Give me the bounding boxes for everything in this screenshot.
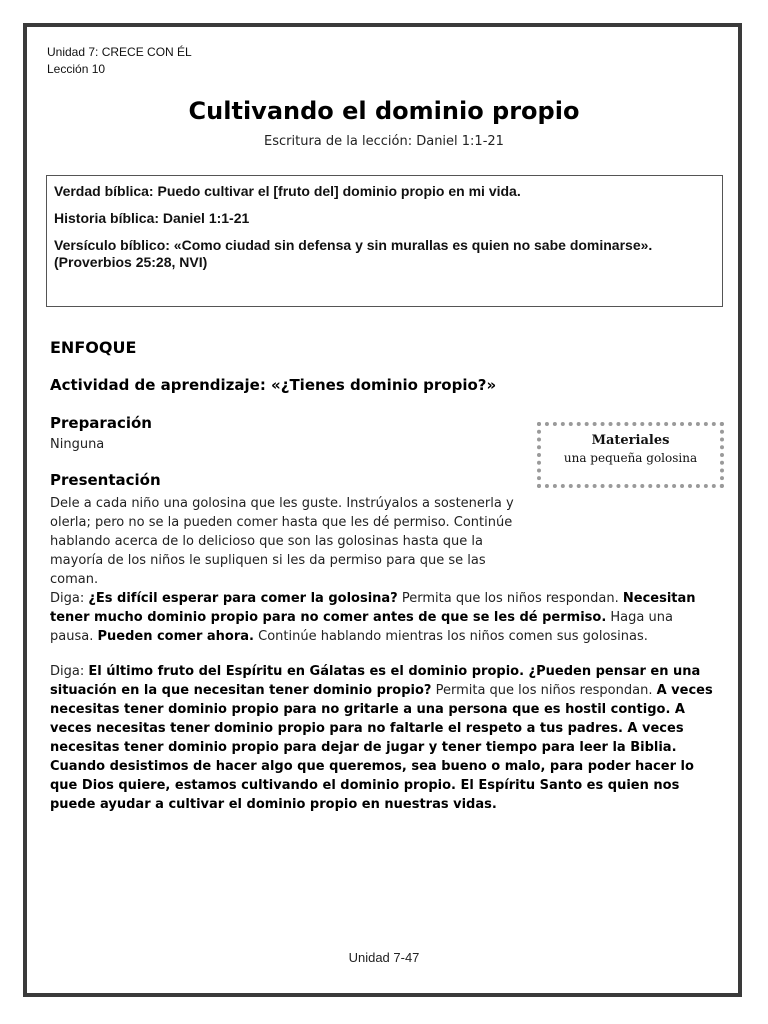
materials-item: una pequeña golosina: [563, 451, 698, 465]
instruction-text: Permita que los niños respondan.: [397, 591, 623, 606]
page-footer: Unidad 7-47: [348, 950, 420, 965]
bible-verse: Versículo bíblico: «Como ciudad sin defensa y sin murallas es quien no sabe dominarse». (Proverbios 25:28, NVI): [54, 237, 653, 270]
section-heading-focus: ENFOQUE: [50, 338, 137, 357]
instruction-text: Continúe hablando mientras los niños comen sus golosinas.: [254, 629, 648, 644]
say-statement: Necesitan tener mucho dominio propio para no comer antes de que se les dé permiso.: [50, 591, 696, 625]
presentation-paragraph: Dele a cada niño una golosina que les guste. Instrúyalos a sostenerla y olerla; pero no se la pueden comer hasta que les dé permiso. Continúe hablando acerca de lo delicioso que son las golosinas hasta que la mayoría de los niños le supliquen si les da permiso para que se las coman.: [50, 496, 514, 587]
bible-truth: Verdad bíblica: Puedo cultivar el [fruto del] dominio propio en mi vida.: [54, 183, 521, 199]
presentation-heading: Presentación: [50, 471, 161, 489]
materials-title: Materiales: [591, 433, 670, 448]
bible-truth-box: [46, 175, 723, 307]
say-statement: El último fruto del Espíritu en Gálatas es el dominio propio. ¿Pueden pensar en una situación en la que necesitan tener dominio propio?: [50, 664, 701, 698]
say-question: ¿Es difícil esperar para comer la golosina?: [88, 591, 398, 606]
activity-heading: Actividad de aprendizaje: «¿Tienes dominio propio?»: [50, 376, 497, 394]
lesson-label: Lección 10: [47, 62, 106, 76]
say-paragraph-2: [50, 662, 720, 814]
instruction-text: Permita que los niños respondan.: [431, 683, 657, 698]
say-label: Diga:: [50, 591, 89, 606]
materials-box: [537, 422, 724, 488]
instruction-text: Haga una pausa.: [50, 610, 673, 644]
say-statement: Pueden comer ahora.: [97, 629, 254, 644]
preparation-text: Ninguna: [50, 437, 105, 452]
say-statement: A veces necesitas tener dominio propio para no gritarle a una persona que es hostil contigo. A veces necesitas tener dominio propio para no faltarle el respeto a tus padres. A veces necesitas tener dominio propio para dejar de jugar y tener tiempo para leer la Biblia. Cuando desistimos de hacer algo que queremos, sea bueno o malo, para poder hacer lo que Dios quiere, estamos cultivando el dominio propio. El Espíritu Santo es quien nos puede ayudar a cultivar el dominio propio en nuestras vidas.: [50, 683, 713, 812]
lesson-scripture: Escritura de la lección: Daniel 1:1-21: [264, 134, 504, 149]
presentation-text: [50, 494, 720, 589]
page-title: Cultivando el dominio propio: [188, 97, 580, 125]
unit-label: Unidad 7: CRECE CON ÉL: [47, 45, 192, 59]
say-paragraph-1: [50, 589, 720, 646]
bible-story: Historia bíblica: Daniel 1:1-21: [54, 210, 250, 226]
preparation-heading: Preparación: [50, 414, 152, 432]
say-label: Diga:: [50, 664, 89, 679]
